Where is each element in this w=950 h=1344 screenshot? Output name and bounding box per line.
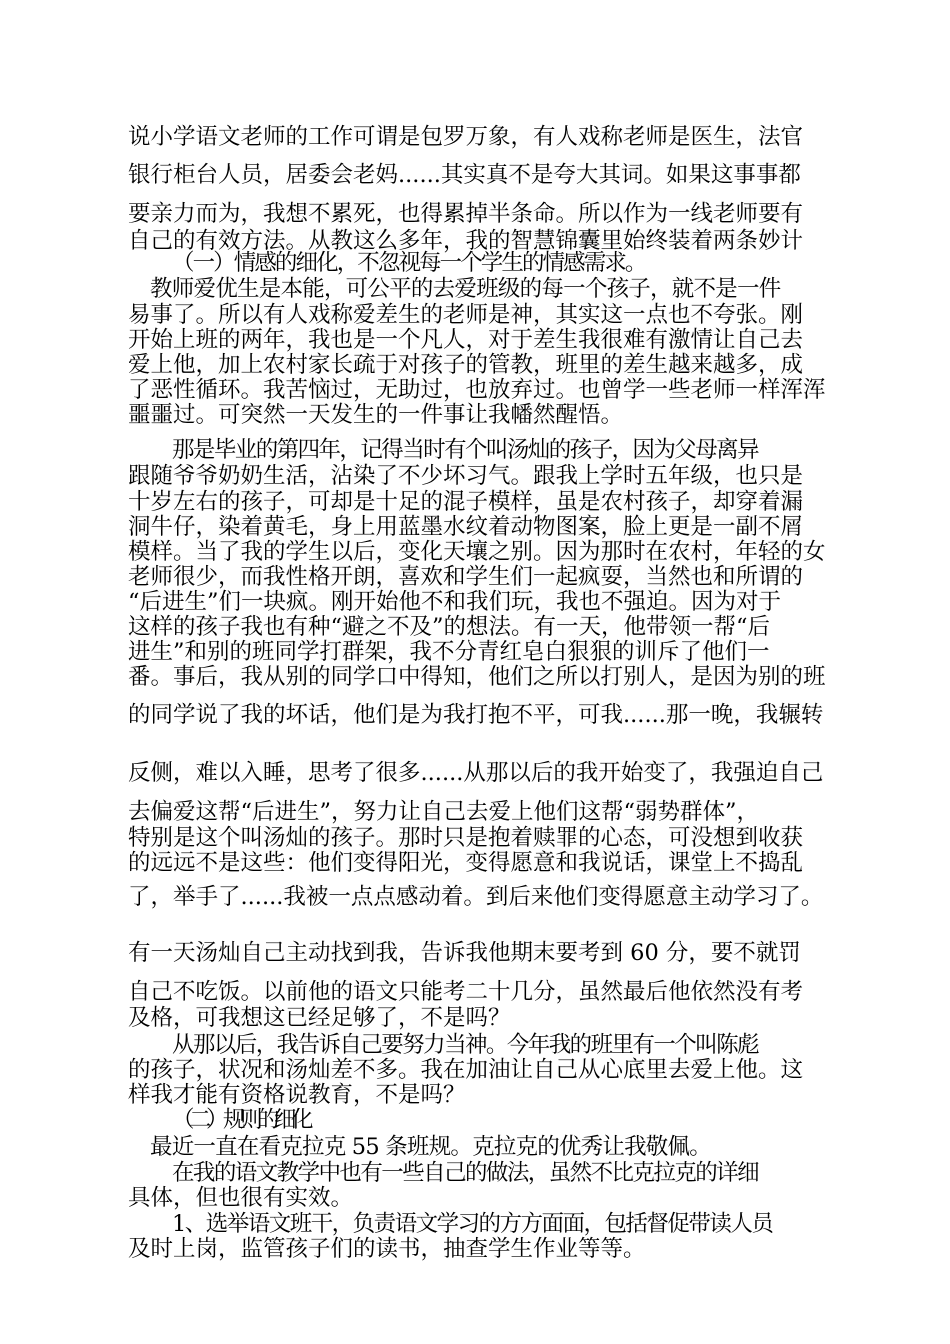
text-line: 爱上他，加上农村家长疏于对孩子的管教，班里的差生越来越多，成 — [128, 352, 804, 378]
text-line: 洞牛仔，染着黄毛，身上用蓝墨水纹着动物图案，脸上更是一副不屑 — [128, 514, 804, 540]
text-line: “后进生”们一块疯。刚开始他不和我们玩，我也不强迫。因为对于 — [128, 589, 782, 615]
text-line: 老师很少，而我性格开朗，喜欢和学生们一起疯耍，当然也和所谓的 — [128, 564, 804, 590]
text-line: 反侧，难以入睡，思考了很多......从那以后的我开始变了，我强迫自己 — [128, 760, 824, 786]
text-line: 的孩子，状况和汤灿差不多。我在加油让自己从心底里去爱上他。这 — [128, 1057, 804, 1083]
text-line: 这样的孩子我也有种“避之不及”的想法。有一天，他带领一帮“后 — [128, 614, 771, 640]
text-line: 具体，但也很有实效。 — [128, 1185, 354, 1211]
text-line: 特别是这个叫汤灿的孩子。那时只是抱着赎罪的心态，可没想到收获 — [128, 825, 804, 851]
text-line: 自己不吃饭。以前他的语文只能考二十几分，虽然最后他依然没有考 — [128, 979, 804, 1005]
text-line: 番。事后，我从别的同学口中得知，他们之所以打别人，是因为别的班 — [128, 664, 826, 690]
text-line: 去偏爱这帮“后进生”，努力让自己去爱上他们这帮“弱势群体”， — [128, 799, 760, 825]
text-line: 跟随爷爷奶奶生活，沾染了不少坏习气。跟我上学时五年级，也只是 — [128, 463, 804, 489]
text-line: 的远远不是这些：他们变得阳光，变得愿意和我说话，课堂上不捣乱 — [128, 850, 804, 876]
text-line: 1、选举语文班干，负责语文学习的方方面面，包括督促带读人员 — [172, 1211, 773, 1237]
text-line: 开始上班的两年，我也是一个凡人，对于差生我很难有激情让自己去 — [128, 327, 804, 353]
text-line: 样我才能有资格说教育，不是吗？ — [128, 1082, 466, 1108]
text-line: 模样。当了我的学生以后，变化天壤之别。因为那时在农村，年轻的女 — [128, 539, 826, 565]
text-line: 及格，可我想这已经足够了，不是吗？ — [128, 1005, 511, 1031]
text-line: 说小学语文老师的工作可谓是包罗万象，有人戏称老师是医生，法官 — [128, 124, 804, 150]
text-line: 易事了。所以有人戏称爱差生的老师是神，其实这一点也不夸张。刚 — [128, 302, 804, 328]
text-line: 了恶性循环。我苦恼过，无助过，也放弃过。也曾学一些老师一样浑浑 — [128, 377, 826, 403]
text-line: 自己的有效方法。从教这么多年，我的智慧锦囊里始终装着两条妙计 — [128, 228, 804, 254]
text-line: 要亲力而为，我想不累死，也得累掉半条命。所以作为一线老师要有 — [128, 201, 804, 227]
text-line: 那是毕业的第四年，记得当时有个叫汤灿的孩子，因为父母离异 — [172, 437, 759, 463]
text-line: 及时上岗，监管孩子们的读书，抽查学生作业等等。 — [128, 1236, 646, 1262]
text-line: 在我的语文教学中也有一些自己的做法，虽然不比克拉克的详细 — [172, 1160, 759, 1186]
text-line: 了，举手了......我被一点点感动着。到后来他们变得愿意主动学习了。 — [128, 884, 824, 910]
text-line: 教师爱优生是本能，可公平的去爱班级的每一个孩子，就不是一件 — [150, 276, 781, 302]
text-line: 十岁左右的孩子，可却是十足的混子模样，虽是农村孩子，却穿着漏 — [128, 489, 804, 515]
section-heading: （一）情感的细化，不忽视每一个学生的情感需求。 — [172, 250, 646, 276]
text-line: 从那以后，我告诉自己要努力当神。今年我的班里有一个叫陈彪 — [172, 1032, 759, 1058]
text-line: 进生”和别的班同学打群架，我不分青红皂白狠狠的训斥了他们一 — [128, 639, 770, 665]
text-line: 噩噩过。可突然一天发生的一件事让我幡然醒悟。 — [128, 402, 624, 428]
text-line: 银行柜台人员，居委会老妈......其实真不是夸大其词。如果这事事都 — [128, 162, 801, 188]
text-line: 的同学说了我的坏话，他们是为我打抱不平，可我......那一晚，我辗转 — [128, 702, 824, 728]
text-line: 有一天汤灿自己主动找到我，告诉我他期末要考到 60 分，要不就罚 — [128, 940, 801, 966]
section-heading: （二）规则的细化 — [172, 1107, 309, 1133]
text-line: 最近一直在看克拉克 55 条班规。克拉克的优秀让我敬佩。 — [150, 1134, 711, 1160]
